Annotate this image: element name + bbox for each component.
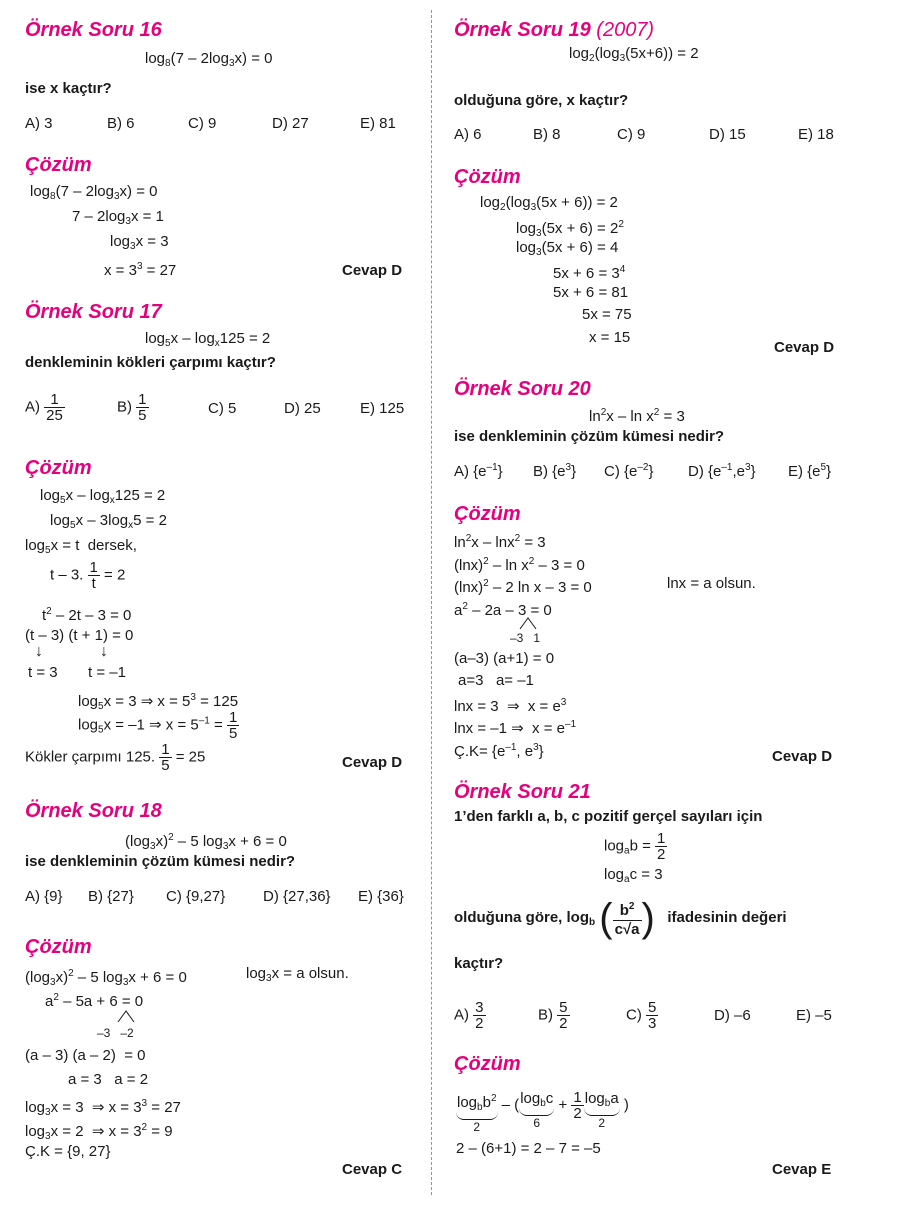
q21-question: kaçtır? bbox=[454, 955, 504, 972]
q17-title: Örnek Soru 17 bbox=[25, 301, 162, 323]
q17-option-d: D) 25 bbox=[284, 400, 321, 417]
q17-step-8: $\log_5x = -1$ ⇒ $x = 5^{-1}$ = $\frac{1}{5}$ bbox=[78, 709, 238, 742]
q18-step-2: $a^2 - 5a + 6 = 0$ bbox=[45, 992, 144, 1010]
q20-answer: Cevap D bbox=[772, 748, 833, 765]
q20-option-d: D) $\{e^{-1},e^3\}$ bbox=[688, 462, 756, 480]
q18-step-6: $\log_3x = 2$ ⇒ $x = 3^2 = 9$ bbox=[25, 1122, 173, 1142]
q17-question: denkleminin kökleri çarpımı kaçtır? bbox=[25, 354, 276, 371]
q21-step-1: $\log_bb^2$ 2 – ( $\log_bc$ 6 + $\frac{1}{2}$ $\log_ba$ 2 ) bbox=[457, 1089, 629, 1134]
q19-step-2: $\log_3(5x + 6) = 2^2$ bbox=[516, 219, 624, 239]
q16-question: ise x kaçtır? bbox=[25, 80, 112, 97]
q17-product: Kökler çarpımı 125. $\frac{1}{5}$ = 25 bbox=[25, 741, 206, 774]
q20-step-1: $\ln^2x - \ln x^2 = 3$ bbox=[454, 533, 546, 551]
q20-solution-set: Ç.K= {$e^{-1}$, $e^3$} bbox=[454, 742, 544, 760]
q18-option-b: B) {27} bbox=[88, 888, 134, 905]
q17-step-6: (t – 3) (t + 1) = 0 bbox=[25, 627, 134, 644]
down-arrow-icon: ↓ bbox=[100, 643, 108, 660]
q17-step-7: $\log_5x = 3$ ⇒ $x = 5^3 = 125$ bbox=[78, 692, 239, 712]
q16-step-4: $x = 3^3 = 27$ bbox=[104, 261, 177, 279]
q18-substitution: $\log_3x = a$ olsun. bbox=[246, 965, 349, 984]
q21-given-2: $\log_ac = 3$ bbox=[604, 866, 663, 885]
q20-equation: $\ln^2x - \ln x^2 = 3$ bbox=[589, 407, 685, 425]
q18-step-5: $\log_3x = 3$ ⇒ $x = 3^3 = 27$ bbox=[25, 1098, 181, 1118]
q20-step-2: $(\ln x)^2 - \ln x^2 - 3 = 0$ bbox=[454, 556, 585, 574]
right-column bbox=[452, 0, 872, 1207]
q21-step-2: 2 – (6+1) = 2 – 7 = –5 bbox=[456, 1140, 601, 1157]
q18-factors: –3 –2 bbox=[97, 1026, 134, 1040]
q19-step-1: $\log_2(\log_3(5x + 6)) = 2$ bbox=[480, 194, 618, 213]
q18-option-c: C) {9,27} bbox=[166, 888, 226, 905]
q19-answer: Cevap D bbox=[774, 339, 835, 356]
q19-question: olduğuna göre, x kaçtır? bbox=[454, 92, 629, 109]
q16-option-b: B) 6 bbox=[107, 115, 135, 132]
q18-equation: $(\log_3x)^2 - 5$ $\log_3x + 6 = 0$ bbox=[125, 832, 287, 852]
q17-option-a: A) $\frac{1}{25}$ bbox=[25, 391, 63, 424]
q21-given-1: $\log_ab$ = $\frac{1}{2}$ bbox=[604, 830, 666, 863]
q21-option-c: C) $\frac{5}{3}$ bbox=[626, 999, 657, 1032]
q16-solution-title: Çözüm bbox=[25, 154, 92, 176]
q20-solution-title: Çözüm bbox=[454, 503, 521, 525]
q16-step-1: $\log_8(7 - 2\log_3x) = 0$ bbox=[30, 183, 158, 202]
q17-option-c: C) 5 bbox=[208, 400, 237, 417]
factor-split-mark bbox=[116, 1008, 136, 1024]
q16-option-e: E) 81 bbox=[360, 115, 396, 132]
q18-step-1: $(\log_3x)^2 - 5$ $\log_3x + 6 = 0$ bbox=[25, 968, 187, 988]
q20-option-c: C) $\{e^{-2}\}$ bbox=[604, 462, 654, 480]
q19-equation: $\log_2(\log_3(5x+6)) = 2$ bbox=[569, 45, 699, 64]
q18-title: Örnek Soru 18 bbox=[25, 800, 162, 822]
q20-step-8: lnx = –1 ⇒ $x = e^{-1}$ bbox=[454, 719, 577, 737]
q17-step-1: $\log_5x - \log_x125 = 2$ bbox=[40, 487, 166, 506]
q17-step-4: t – 3. $\frac{1}{t}$ = 2 bbox=[50, 559, 126, 592]
q18-solution-set: Ç.K = {9, 27} bbox=[25, 1143, 111, 1160]
q21-option-b: B) $\frac{5}{2}$ bbox=[538, 999, 568, 1032]
q17-step-2: $\log_5x - 3\log_x5 = 2$ bbox=[50, 512, 167, 531]
q16-option-c: C) 9 bbox=[188, 115, 217, 132]
q16-answer: Cevap D bbox=[342, 262, 403, 279]
q17-option-e: E) 125 bbox=[360, 400, 405, 417]
q21-option-d: D) –6 bbox=[714, 1007, 751, 1024]
q19-step-6: 5x = 75 bbox=[582, 306, 632, 323]
q20-option-b: B) $\{e^3\}$ bbox=[533, 462, 577, 480]
q17-equation: $\log_5x - \log_x125 = 2$ bbox=[145, 330, 271, 349]
q18-option-e: E) {36} bbox=[358, 888, 404, 905]
q20-step-3: $(\ln x)^2 - 2$ ln x – 3 = 0 bbox=[454, 578, 592, 596]
q20-title: Örnek Soru 20 bbox=[454, 378, 591, 400]
q21-given-expression: olduğuna göre, $\log_b$ ( $\frac{b^2}{c√a}$ ) ifadesinin değeri bbox=[454, 896, 787, 941]
q20-question: ise denkleminin çözüm kümesi nedir? bbox=[454, 428, 725, 445]
down-arrow-icon: ↓ bbox=[35, 643, 43, 660]
q20-step-5: (a–3) (a+1) = 0 bbox=[454, 650, 555, 667]
q19-solution-title: Çözüm bbox=[454, 166, 521, 188]
q20-substitution: lnx = a olsun. bbox=[667, 575, 756, 592]
q16-step-3: $\log_3x = 3$ bbox=[110, 233, 169, 252]
q17-step-3: $\log_5x = t$ dersek, bbox=[25, 537, 137, 556]
q21-title: Örnek Soru 21 bbox=[454, 781, 591, 803]
q18-option-d: D) {27,36} bbox=[263, 888, 331, 905]
q17-option-b: B) $\frac{1}{5}$ bbox=[117, 391, 147, 424]
q18-step-4: a = 3 a = 2 bbox=[68, 1071, 149, 1088]
q17-step-5: $t^2 - 2t - 3 = 0$ bbox=[42, 606, 132, 624]
left-column bbox=[20, 0, 440, 1207]
q18-option-a: A) {9} bbox=[25, 888, 63, 905]
q19-option-a: A) 6 bbox=[454, 126, 482, 143]
q17-root-2: t = –1 bbox=[88, 664, 126, 681]
q20-step-4: $a^2 - 2a - 3 = 0$ bbox=[454, 601, 552, 619]
q19-step-3: $\log_3(5x + 6) = 4$ bbox=[516, 239, 619, 258]
q16-option-d: D) 27 bbox=[272, 115, 309, 132]
q19-title: Örnek Soru 19 (2007) bbox=[454, 19, 655, 41]
q21-option-a: A) $\frac{3}{2}$ bbox=[454, 999, 484, 1032]
q20-option-a: A) $\{e^{-1}\}$ bbox=[454, 462, 503, 480]
q18-answer: Cevap C bbox=[342, 1161, 403, 1178]
q20-option-e: E) $\{e^5\}$ bbox=[788, 462, 832, 480]
q16-option-a: A) 3 bbox=[25, 115, 53, 132]
q20-step-7: lnx = 3 ⇒ $x = e^3$ bbox=[454, 697, 567, 715]
q19-step-4: $5x + 6 = 3^4$ bbox=[553, 264, 626, 282]
q19-option-b: B) 8 bbox=[533, 126, 561, 143]
q19-option-c: C) 9 bbox=[617, 126, 646, 143]
q17-answer: Cevap D bbox=[342, 754, 403, 771]
q21-intro: 1’den farklı a, b, c pozitif gerçel sayıları için bbox=[454, 808, 763, 825]
q19-step-7: x = 15 bbox=[589, 329, 631, 346]
q17-root-1: t = 3 bbox=[28, 664, 58, 681]
q16-equation: $\log_8(7 - 2\log_3x) = 0$ bbox=[145, 50, 273, 69]
q17-solution-title: Çözüm bbox=[25, 457, 92, 479]
q18-question: ise denkleminin çözüm kümesi nedir? bbox=[25, 853, 296, 870]
q20-step-6: a=3 a= –1 bbox=[458, 672, 534, 689]
q16-title: Örnek Soru 16 bbox=[25, 19, 162, 41]
q21-solution-title: Çözüm bbox=[454, 1053, 521, 1075]
q18-step-3: (a – 3) (a – 2) = 0 bbox=[25, 1047, 146, 1064]
q20-factors: –3 1 bbox=[510, 631, 541, 645]
q16-step-2: $7 - 2\log_3x = 1$ bbox=[72, 208, 164, 227]
q19-option-e: E) 18 bbox=[798, 126, 834, 143]
q21-option-e: E) –5 bbox=[796, 1007, 832, 1024]
q19-option-d: D) 15 bbox=[709, 126, 746, 143]
q18-solution-title: Çözüm bbox=[25, 936, 92, 958]
q21-answer: Cevap E bbox=[772, 1161, 832, 1178]
q19-step-5: 5x + 6 = 81 bbox=[553, 284, 629, 301]
